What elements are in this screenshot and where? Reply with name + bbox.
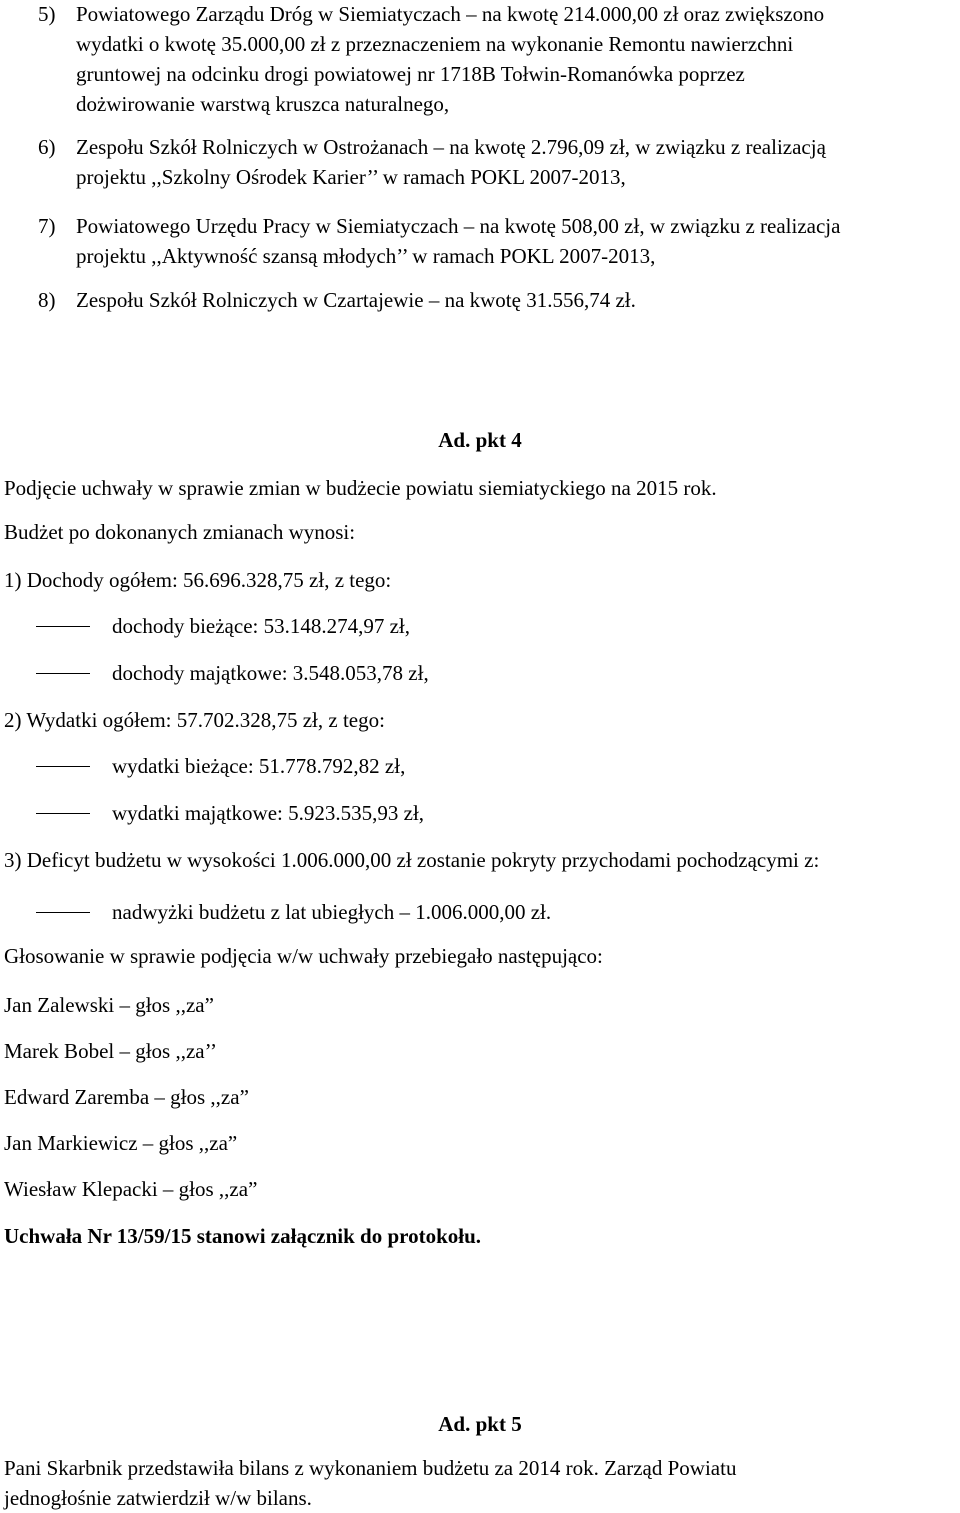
wydatki-majatkowe: wydatki majątkowe: 5.923.535,93 zł,	[112, 801, 425, 825]
item-line: gruntowej na odcinku drogi powiatowej nr 1718B Tołwin-Romanówka poprzez	[76, 62, 745, 86]
vote-entry: Wiesław Klepacki – głos ,,za”	[4, 1177, 258, 1201]
wydatki-total: 2) Wydatki ogółem: 57.702.328,75 zł, z tego:	[4, 708, 385, 732]
item-line: Zespołu Szkół Rolniczych w Czartajewie – na kwotę 31.556,74 zł.	[76, 288, 636, 312]
vote-entry: Edward Zaremba – głos ,,za”	[4, 1085, 249, 1109]
item-number: 5)	[38, 2, 56, 26]
item-line: projektu ,,Aktywność szansą młodych’’ w ramach POKL 2007-2013,	[76, 244, 656, 268]
dochody-total: 1) Dochody ogółem: 56.696.328,75 zł, z tego:	[4, 568, 392, 592]
vote-entry: Jan Zalewski – głos ,,za”	[4, 993, 214, 1017]
vote-entry: Jan Markiewicz – głos ,,za”	[4, 1131, 238, 1155]
pkt5-heading: Ad. pkt 5	[438, 1412, 522, 1436]
budget-intro: Budżet po dokonanych zmianach wynosi:	[4, 520, 356, 544]
pkt4-heading: Ad. pkt 4	[438, 428, 522, 452]
item-number: 6)	[38, 135, 56, 159]
pkt5-line: Pani Skarbnik przedstawiła bilans z wykonaniem budżetu za 2014 rok. Zarząd Powiatu	[4, 1456, 737, 1480]
item-8	[4, 286, 956, 316]
dash-bullet	[36, 626, 90, 627]
resolution-note: Uchwała Nr 13/59/15 stanowi załącznik do protokołu.	[4, 1224, 482, 1248]
item-5	[4, 0, 956, 120]
item-line: Powiatowego Urzędu Pracy w Siemiatyczach – na kwotę 508,00 zł, w związku z realizacja	[76, 214, 841, 238]
item-line: wydatki o kwotę 35.000,00 zł z przeznaczeniem na wykonanie Remontu nawierzchni	[76, 32, 794, 56]
item-line: Zespołu Szkół Rolniczych w Ostrożanach – na kwotę 2.796,09 zł, w związku z realizacją	[76, 135, 826, 159]
item-line: Powiatowego Zarządu Dróg w Siemiatyczach – na kwotę 214.000,00 zł oraz zwiększono	[76, 2, 825, 26]
pkt4-section	[4, 426, 956, 1246]
wydatki-biezace: wydatki bieżące: 51.778.792,82 zł,	[112, 754, 406, 778]
item-number: 8)	[38, 288, 56, 312]
item-number: 7)	[38, 214, 56, 238]
vote-entry: Marek Bobel – głos ,,za’’	[4, 1039, 218, 1063]
dash-bullet	[36, 673, 90, 674]
item-6	[4, 133, 956, 193]
dochody-majatkowe: dochody majątkowe: 3.548.053,78 zł,	[112, 661, 429, 685]
pkt5-line: jednogłośnie zatwierdził w/w bilans.	[4, 1486, 312, 1510]
pkt5-section	[4, 1410, 956, 1510]
item-line: projektu ,,Szkolny Ośrodek Karier’’ w ramach POKL 2007-2013,	[76, 165, 626, 189]
item-line: dożwirowanie warstwą kruszca naturalnego,	[76, 92, 450, 116]
nadwyzki: nadwyżki budżetu z lat ubiegłych – 1.006.000,00 zł.	[112, 900, 552, 924]
dash-bullet	[36, 766, 90, 767]
item-7	[4, 212, 956, 272]
deficyt: 3) Deficyt budżetu w wysokości 1.006.000,00 zł zostanie pokryty przychodami pochodzącymi z:	[4, 848, 820, 872]
dash-bullet	[36, 912, 90, 913]
voting-intro: Głosowanie w sprawie podjęcia w/w uchwały przebiegało następująco:	[4, 944, 603, 968]
dochody-biezace: dochody bieżące: 53.148.274,97 zł,	[112, 614, 410, 638]
dash-bullet	[36, 813, 90, 814]
pkt4-intro: Podjęcie uchwały w sprawie zmian w budżecie powiatu siemiatyckiego na 2015 rok.	[4, 476, 717, 500]
